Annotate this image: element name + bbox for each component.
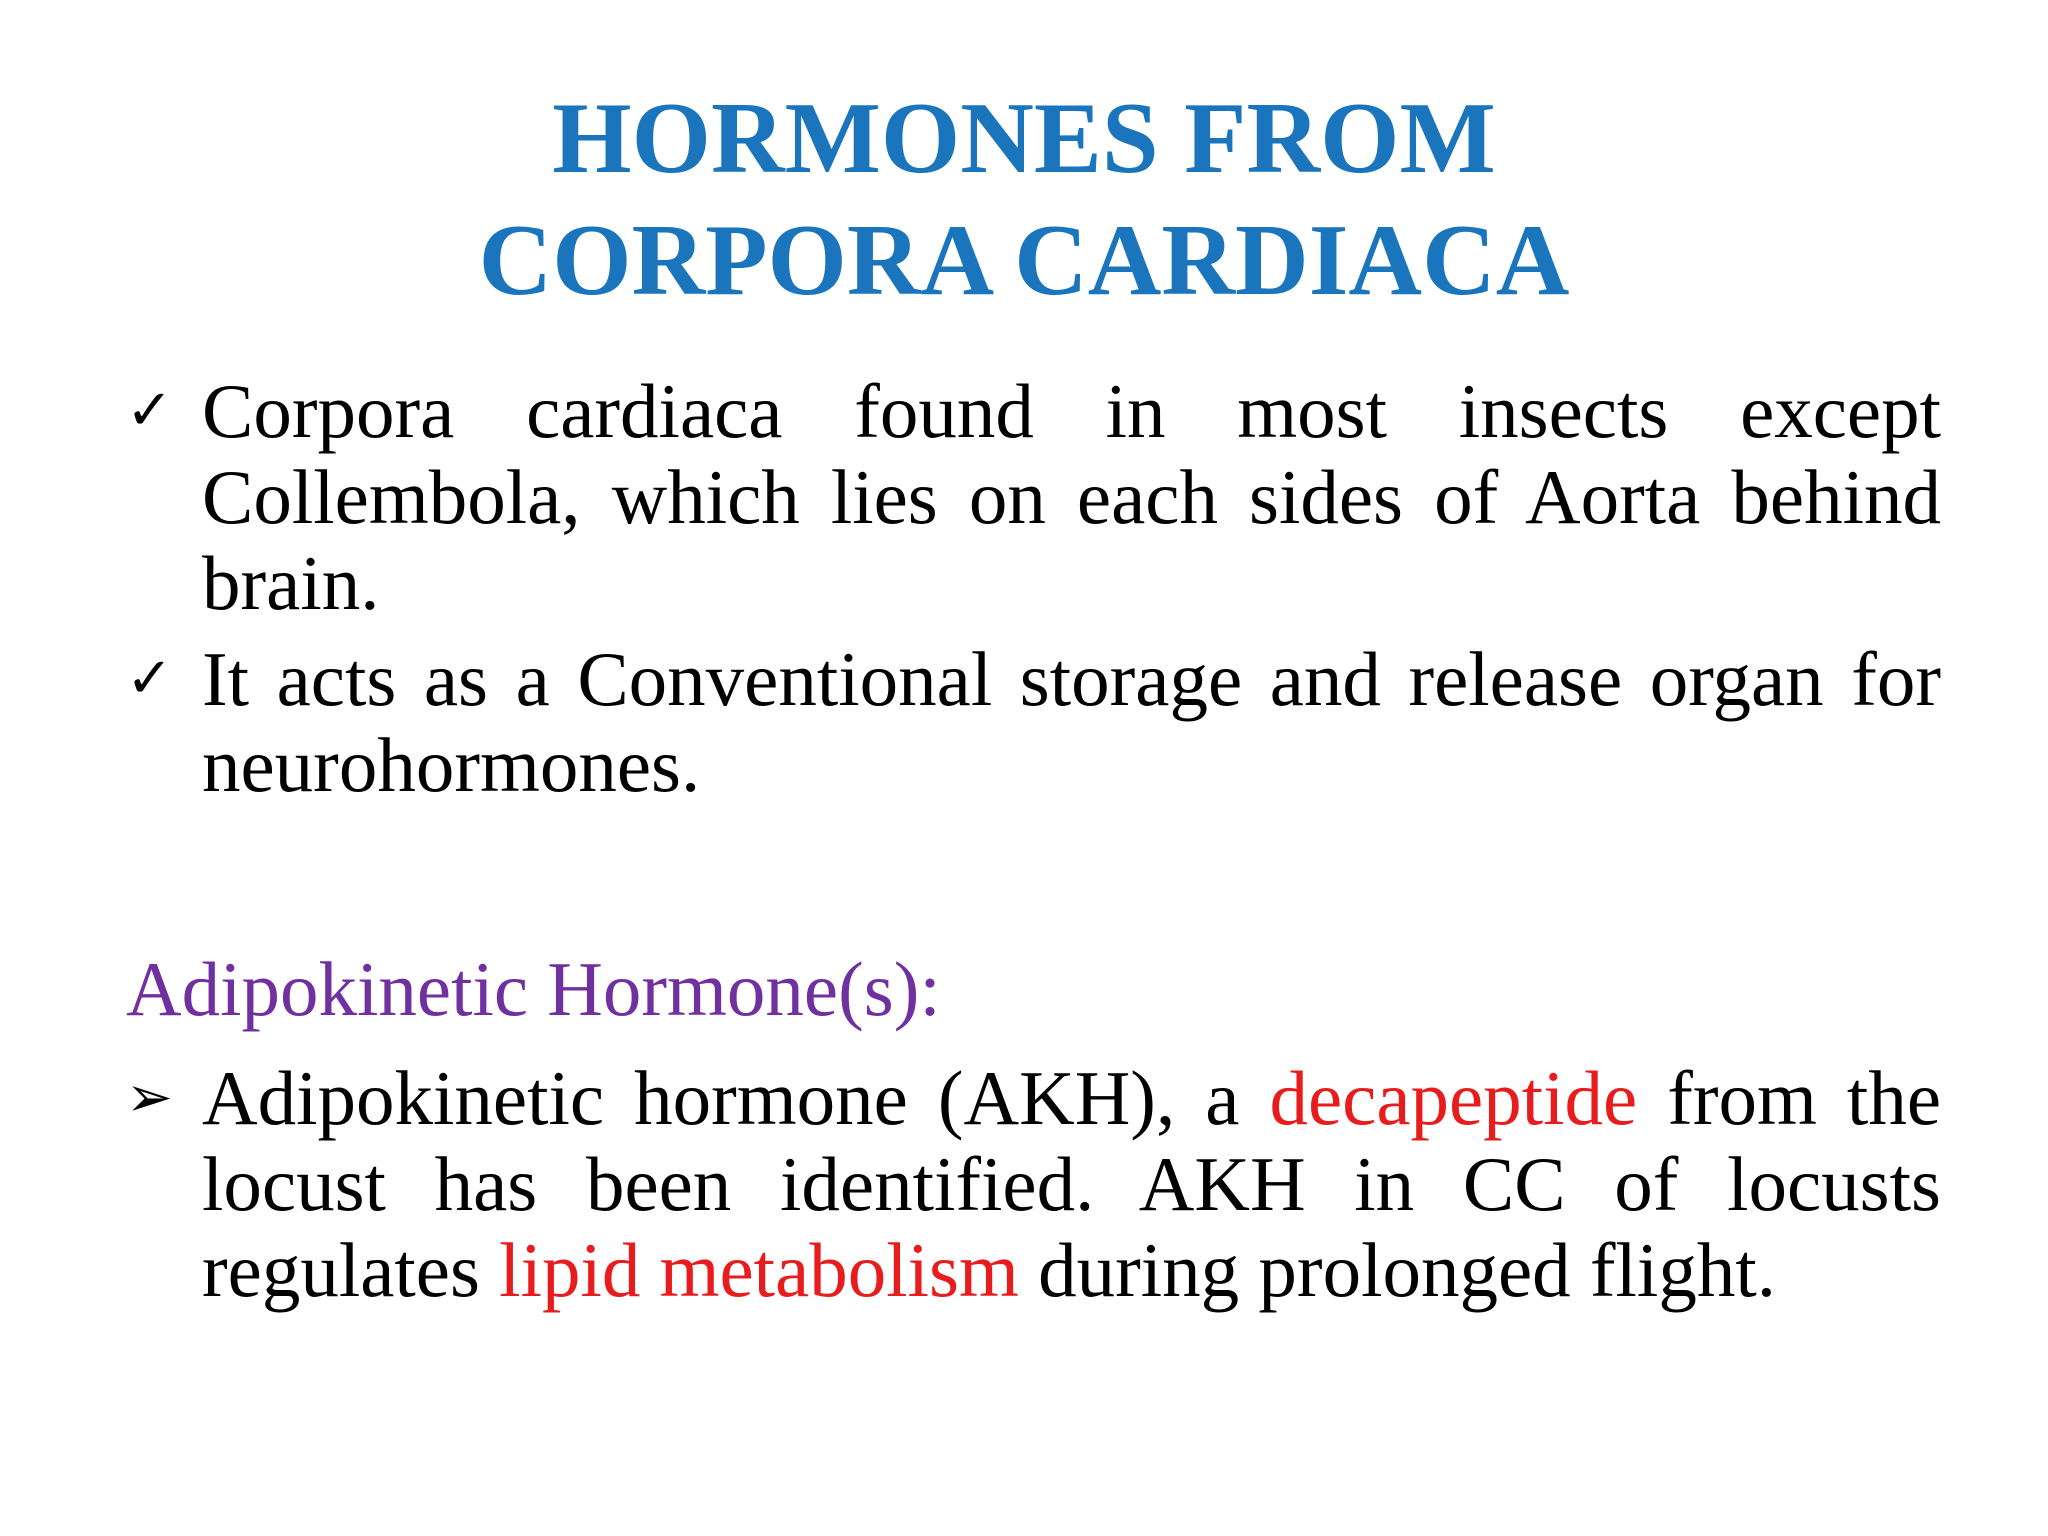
checkmark-icon: ✓ <box>126 646 173 711</box>
check-bullet-list <box>126 368 1941 808</box>
checkmark-icon: ✓ <box>126 378 173 443</box>
list-item <box>126 636 1941 808</box>
title-line-2: CORPORA CARDIACA <box>478 204 1570 317</box>
list-item <box>126 1055 1941 1313</box>
arrow-bullet-icon: ➢ <box>126 1065 173 1130</box>
highlight-decapeptide: decapeptide <box>1269 1055 1638 1141</box>
list-item <box>126 368 1941 626</box>
bullet-text-part: from the locust has been identified. AKH in CC of locusts regulates <box>202 1055 1942 1313</box>
bullet-text-part: during prolonged flight. <box>1018 1227 1776 1313</box>
title-line-1: HORMONES FROM <box>552 82 1496 195</box>
bullet-text: It acts as a Conventional storage and release organ for neurohormones. <box>202 636 1941 808</box>
bullet-text-part: Adipokinetic hormone (AKH), a <box>202 1055 1270 1141</box>
highlight-lipid-metabolism: lipid metabolism <box>499 1227 1019 1313</box>
section-heading: Adipokinetic Hormone(s): <box>126 946 941 1032</box>
slide-title <box>0 78 2048 322</box>
arrow-bullet-list <box>126 1055 1941 1313</box>
bullet-text: Corpora cardiaca found in most insects except Collembola, which lies on each sides of Aorta behind brain. <box>202 368 1941 626</box>
